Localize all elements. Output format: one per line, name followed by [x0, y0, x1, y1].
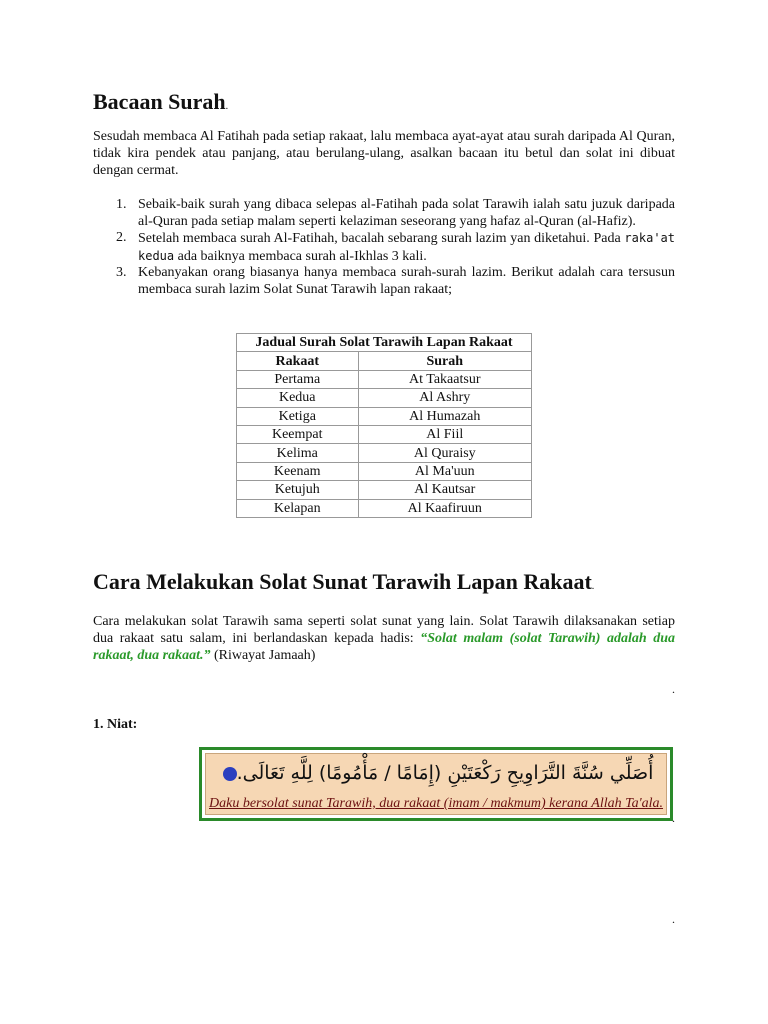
table-cell: Pertama — [237, 370, 359, 388]
table-cell: Keempat — [237, 425, 359, 443]
list-number: 1. — [116, 197, 127, 212]
niat-translation: Daku bersolat sunat Tarawih, dua rakaat (imam / makmum) kerana Allah Ta'ala. — [209, 796, 663, 811]
table-row — [237, 389, 532, 407]
table-row — [237, 481, 532, 499]
paragraph-text: Cara melakukan solat Tarawih sama seperti solat sunat yang lain. Solat Tarawih dilaksanakan setiap dua rakaat satu salam, ini berlandaskan kepada hadis: — [93, 614, 675, 646]
table-cell: Al Humazah — [358, 407, 531, 425]
section-heading-cara-melakukan — [93, 569, 594, 600]
table-row — [237, 444, 532, 462]
surah-guidance-list — [110, 197, 675, 298]
column-header-rakaat: Rakaat — [237, 352, 359, 370]
niat-box — [199, 747, 673, 821]
heading-dot: . — [225, 101, 229, 112]
paragraph-text: (Riwayat Jamaah) — [210, 648, 316, 663]
list-item — [110, 230, 675, 265]
table-cell: Kedua — [237, 389, 359, 407]
table-caption-row — [237, 334, 532, 352]
table-row — [237, 370, 532, 388]
list-text-mono: raka'at kedua — [138, 231, 675, 263]
table-cell: Al Fiil — [358, 425, 531, 443]
surah-table — [236, 333, 532, 518]
verse-marker-icon — [223, 767, 237, 781]
list-number: 3. — [116, 265, 127, 280]
table-cell: Keenam — [237, 462, 359, 480]
list-item — [110, 265, 675, 298]
table-cell: Ketujuh — [237, 481, 359, 499]
hadis-quote: “Solat malam (solat Tarawih) adalah dua rakaat, dua rakaat.” — [93, 631, 675, 663]
table-row — [237, 462, 532, 480]
list-number: 2. — [116, 230, 127, 245]
table-row — [237, 425, 532, 443]
table-cell: Al Quraisy — [358, 444, 531, 462]
stray-dot: . — [672, 912, 675, 926]
table-header-row — [237, 352, 532, 370]
table-cell: Kelapan — [237, 499, 359, 517]
column-header-surah: Surah — [358, 352, 531, 370]
table-cell: Al Ashry — [358, 389, 531, 407]
table-cell: Kelima — [237, 444, 359, 462]
niat-arabic — [206, 762, 666, 784]
list-text: Kebanyakan orang biasanya hanya membaca surah-surah lazim. Berikut adalah cara tersusun membaca surah lazim Solat Sunat Tarawih lapan rakaat; — [138, 265, 675, 297]
heading-text: Cara Melakukan Solat Sunat Tarawih Lapan Rakaat — [93, 569, 592, 594]
intro-paragraph: Sesudah membaca Al Fatihah pada setiap rakaat, lalu membaca ayat-ayat atau surah daripada Al Quran, tidak kira pendek atau panjang, atau berulang-ulang, asalkan bacaan itu betul dan solat ini dibuat dengan cermat. — [93, 129, 675, 178]
table-cell: Al Kaafiruun — [358, 499, 531, 517]
heading-dot: . — [591, 581, 595, 592]
niat-label: 1. Niat: — [93, 717, 138, 732]
table-row — [237, 407, 532, 425]
table-cell: At Takaatsur — [358, 370, 531, 388]
table-cell: Al Ma'uun — [358, 462, 531, 480]
table-caption: Jadual Surah Solat Tarawih Lapan Rakaat — [237, 334, 532, 352]
heading-text: Bacaan Surah — [93, 89, 226, 114]
list-text: Sebaik-baik surah yang dibaca selepas al-Fatihah pada solat Tarawih ialah satu juzuk daripada al-Quran pada setiap malam seperti kelaziman seseorang yang hafaz al-Quran (al-Hafiz). — [138, 197, 675, 229]
cara-paragraph — [93, 613, 675, 664]
list-text: Setelah membaca surah Al-Fatihah, bacalah sebarang surah lazim yan diketahui. Pada — [138, 231, 625, 246]
arabic-text: أُصَلِّي سُنَّةَ التَّرَاوِيحِ رَكْعَتَيْنِ (إِمَامًا / مَأْمُومًا) لِلَّهِ تَعَالَى. — [236, 762, 654, 784]
list-text: ada baiknya membaca surah al-Ikhlas 3 kali. — [174, 248, 427, 264]
section-heading-bacaan-surah — [93, 89, 228, 120]
table-cell: Al Kautsar — [358, 481, 531, 499]
stray-dot: . — [672, 811, 675, 825]
list-item — [110, 197, 675, 230]
table-row — [237, 499, 532, 517]
table-cell: Ketiga — [237, 407, 359, 425]
stray-dot: . — [672, 682, 675, 696]
niat-inner — [205, 753, 667, 815]
